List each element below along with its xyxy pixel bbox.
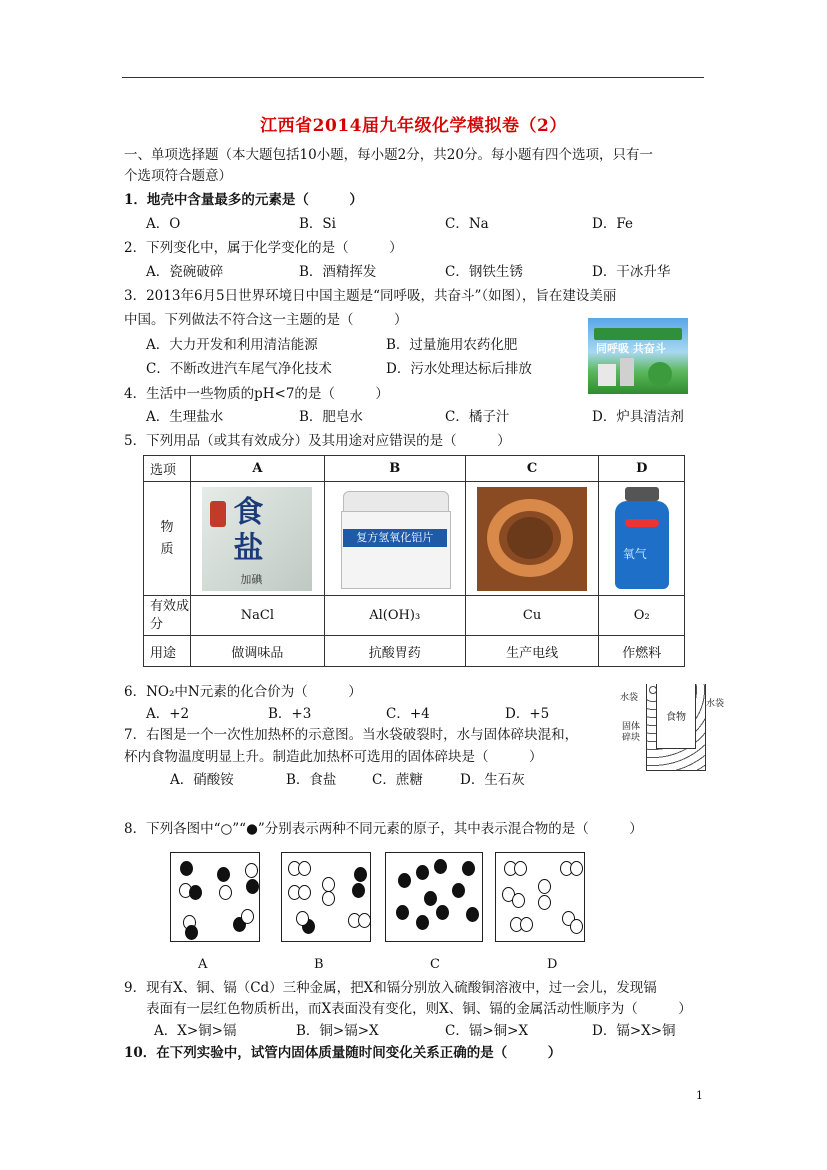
table-header-c: C bbox=[465, 456, 599, 482]
table-row-item-label: 物质 bbox=[144, 482, 191, 596]
q9-option-c: C．镉>铜>X bbox=[445, 1023, 529, 1039]
q9-stem-line1: 9．现有X、铜、镉（Cd）三种金属，把X和镉分别放入硫酸铜溶液中，过一会儿，发现镉 bbox=[124, 980, 657, 996]
q3-option-a: A．大力开发和利用清洁能源 bbox=[146, 337, 318, 353]
q3-environment-poster-image bbox=[588, 318, 688, 394]
table-row-component-label: 有效成分 bbox=[144, 596, 191, 636]
q6-option-a: A．+2 bbox=[146, 706, 190, 722]
q3-option-c: C．不断改进汽车尾气净化技术 bbox=[146, 361, 332, 377]
q9-option-b: B．铜>镉>X bbox=[296, 1023, 379, 1039]
q3-option-b: B．过量施用农药化肥 bbox=[386, 337, 518, 353]
box-label-c: C bbox=[430, 957, 440, 972]
q2-option-a: A．瓷碗破碎 bbox=[146, 264, 224, 280]
q10-stem: 10．在下列实验中，试管内固体质量随时间变化关系正确的是（ ） bbox=[124, 1045, 562, 1061]
salt-bag-image: 食盐 加碘 bbox=[202, 487, 312, 591]
component-c: Cu bbox=[465, 596, 599, 636]
table-header-option: 选项 bbox=[144, 456, 191, 482]
table-header-a: A bbox=[191, 456, 325, 482]
component-d: O₂ bbox=[599, 596, 685, 636]
molecule-box-a bbox=[170, 852, 260, 942]
q3-stem-line1: 3．2013年6月5日世界环境日中国主题是“同呼吸，共奋斗”（如图），旨在建设美丽 bbox=[124, 288, 617, 304]
q7-stem-line1: 7．右图是一个一次性加热杯的示意图。当水袋破裂时，水与固体碎块混和， bbox=[124, 727, 579, 743]
q9-option-a: A．X>铜>镉 bbox=[154, 1023, 237, 1039]
q1-option-c: C．Na bbox=[445, 216, 489, 232]
q7-option-d: D．生石灰 bbox=[460, 772, 525, 788]
medicine-bottle-image: 复方氢氧化铝片 bbox=[337, 487, 453, 591]
section-header-line1: 一、单项选择题（本大题包括10小题，每小题2分，共20分。每小题有四个选项，只有一 bbox=[124, 147, 653, 163]
heating-cup-diagram: 水袋 水袋 固体碎块 食物 bbox=[620, 684, 724, 774]
copper-wire-image bbox=[477, 487, 587, 591]
q1-option-a: A．O bbox=[146, 216, 181, 232]
q4-option-c: C．橘子汁 bbox=[445, 409, 510, 425]
q6-option-b: B．+3 bbox=[268, 706, 312, 722]
box-label-a: A bbox=[198, 957, 208, 972]
q4-option-a: A．生理盐水 bbox=[146, 409, 224, 425]
oxygen-tank-image: 氧气 bbox=[607, 487, 677, 591]
copper-wire-image-cell bbox=[465, 482, 599, 596]
q7-option-a: A．硝酸铵 bbox=[170, 772, 234, 788]
page-number: 1 bbox=[696, 1089, 703, 1102]
q4-option-b: B．肥皂水 bbox=[299, 409, 363, 425]
q1-option-d: D．Fe bbox=[592, 216, 633, 232]
q3-poster-text: 同呼吸 共奋斗 bbox=[596, 342, 666, 355]
q6-option-d: D．+5 bbox=[505, 706, 550, 722]
q7-option-c: C．蔗糖 bbox=[372, 772, 423, 788]
q2-stem: 2．下列变化中，属于化学变化的是（ ） bbox=[124, 240, 403, 256]
q1-stem: 1．地壳中含量最多的元素是（ ） bbox=[124, 192, 363, 208]
molecule-box-d bbox=[495, 852, 585, 942]
molecule-box-b bbox=[281, 852, 371, 942]
q2-option-d: D．干冰升华 bbox=[592, 264, 671, 280]
salt-bag-image-cell bbox=[191, 482, 325, 596]
use-a: 做调味品 bbox=[191, 636, 325, 667]
q3-option-d: D．污水处理达标后排放 bbox=[386, 361, 532, 377]
q1-option-b: B．Si bbox=[299, 216, 336, 232]
box-label-b: B bbox=[314, 957, 324, 972]
q7-stem-line2: 杯内食物温度明显上升。制造此加热杯可选用的固体碎块是（ ） bbox=[124, 749, 543, 765]
component-b: Al(OH)₃ bbox=[324, 596, 465, 636]
box-label-d: D bbox=[547, 957, 558, 972]
section-header-line2: 个选项符合题意） bbox=[124, 168, 232, 184]
q4-stem: 4．生活中一些物质的pH<7的是（ ） bbox=[124, 386, 389, 402]
component-a: NaCl bbox=[191, 596, 325, 636]
q9-option-d: D．镉>X>铜 bbox=[592, 1023, 676, 1039]
q2-option-b: B．酒精挥发 bbox=[299, 264, 377, 280]
use-c: 生产电线 bbox=[465, 636, 599, 667]
use-d: 作燃料 bbox=[599, 636, 685, 667]
header-rule bbox=[122, 77, 704, 78]
table-row-use-label: 用途 bbox=[144, 636, 191, 667]
oxygen-tank-image-cell bbox=[599, 482, 685, 596]
q3-stem-line2: 中国。下列做法不符合这一主题的是（ ） bbox=[124, 312, 408, 328]
q7-option-b: B．食盐 bbox=[286, 772, 337, 788]
q2-option-c: C．钢铁生锈 bbox=[445, 264, 523, 280]
q9-stem-line2: 表面有一层红色物质析出，而X表面没有变化，则X、铜、镉的金属活动性顺序为（ ） bbox=[146, 1001, 692, 1017]
q5-table bbox=[143, 455, 685, 667]
table-header-d: D bbox=[599, 456, 685, 482]
q5-stem: 5．下列用品（或其有效成分）及其用途对应错误的是（ ） bbox=[124, 433, 511, 449]
q6-stem: 6．NO₂中N元素的化合价为（ ） bbox=[124, 684, 362, 700]
use-b: 抗酸胃药 bbox=[324, 636, 465, 667]
q8-stem: 8．下列各图中“○”“●”分别表示两种不同元素的原子，其中表示混合物的是（ ） bbox=[124, 821, 643, 837]
page-title: 江西省2014届九年级化学模拟卷（2） bbox=[260, 116, 567, 136]
q4-option-d: D．炉具清洁剂 bbox=[592, 409, 684, 425]
q6-option-c: C．+4 bbox=[386, 706, 430, 722]
molecule-box-c bbox=[385, 852, 483, 942]
medicine-bottle-image-cell bbox=[324, 482, 465, 596]
table-header-b: B bbox=[324, 456, 465, 482]
